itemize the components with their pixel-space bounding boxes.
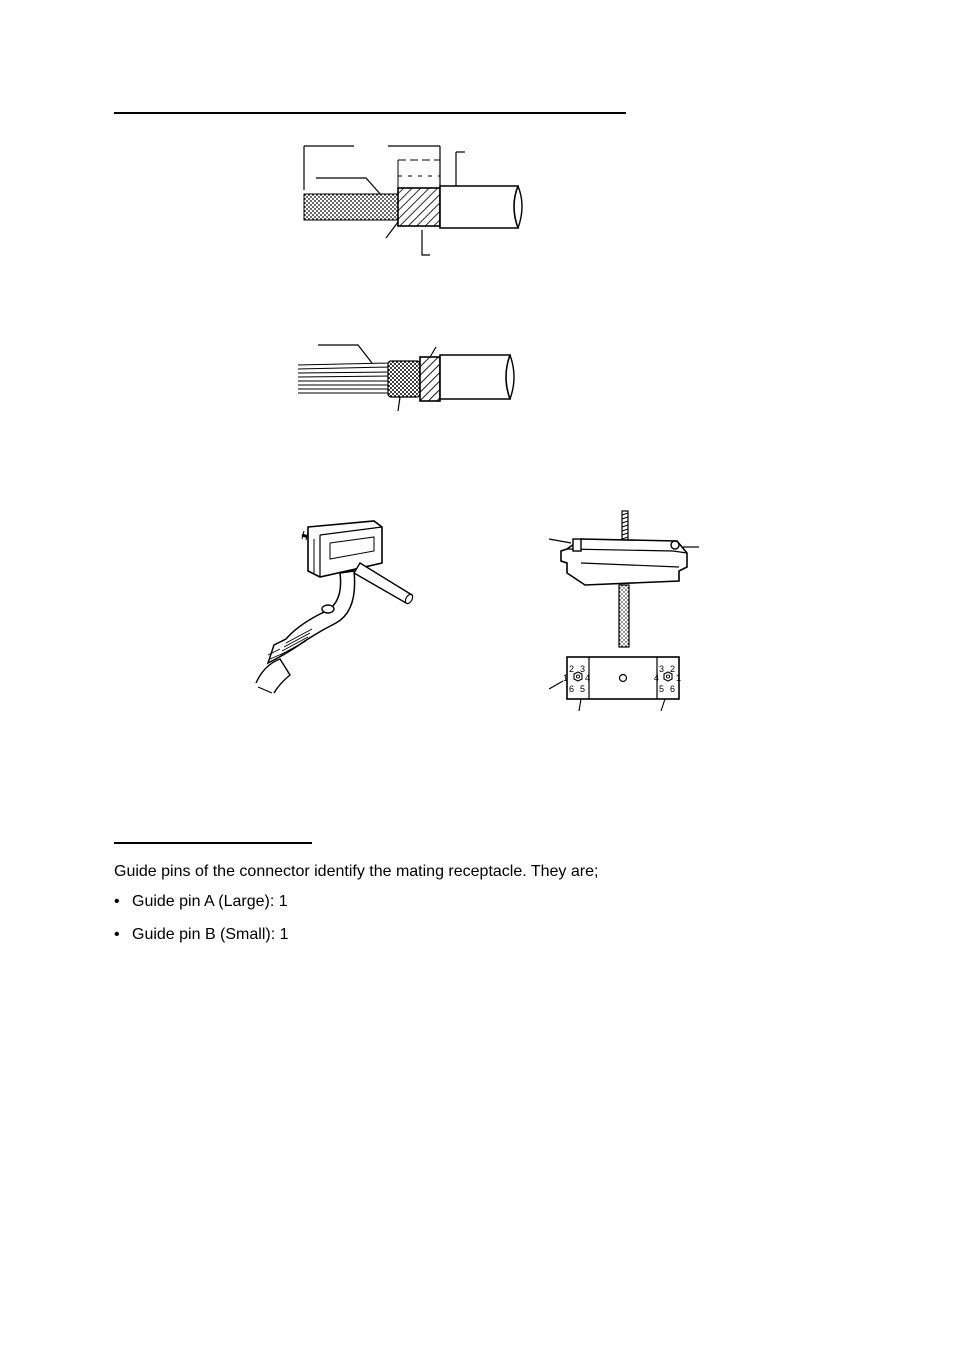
bullet-text: Guide pin A (Large): 1: [132, 893, 288, 910]
guide-pin-figure: [545, 505, 705, 720]
pin-number: 5: [659, 684, 665, 694]
section-heading-rule: [114, 112, 626, 114]
bullet-symbol: •: [114, 893, 120, 910]
pin-number: 4: [585, 673, 591, 683]
pin-number: 1: [676, 673, 682, 683]
pin-number: 2: [670, 664, 676, 674]
bullet-item: [114, 925, 289, 945]
pin-number: 6: [670, 684, 676, 694]
guide-pins-intro-text: Guide pins of the connector identify the mating receptacle. They are;: [114, 863, 599, 880]
pin-number: 5: [580, 684, 586, 694]
cable-strip-figure: [290, 140, 650, 265]
pin-number: 6: [569, 684, 575, 694]
pin-number: 4: [654, 673, 660, 683]
subsection-heading-rule: [114, 842, 312, 844]
pin-number: 3: [580, 664, 586, 674]
connector-assembly-figure: [250, 515, 430, 695]
pin-number: 3: [659, 664, 665, 674]
pin-number: 2: [569, 664, 575, 674]
pin-number: 1: [563, 673, 569, 683]
bullet-text: Guide pin B (Small): 1: [132, 926, 289, 943]
bullet-symbol: •: [114, 926, 120, 943]
bullet-item: [114, 892, 288, 912]
cable-tape-figure: [290, 335, 530, 420]
